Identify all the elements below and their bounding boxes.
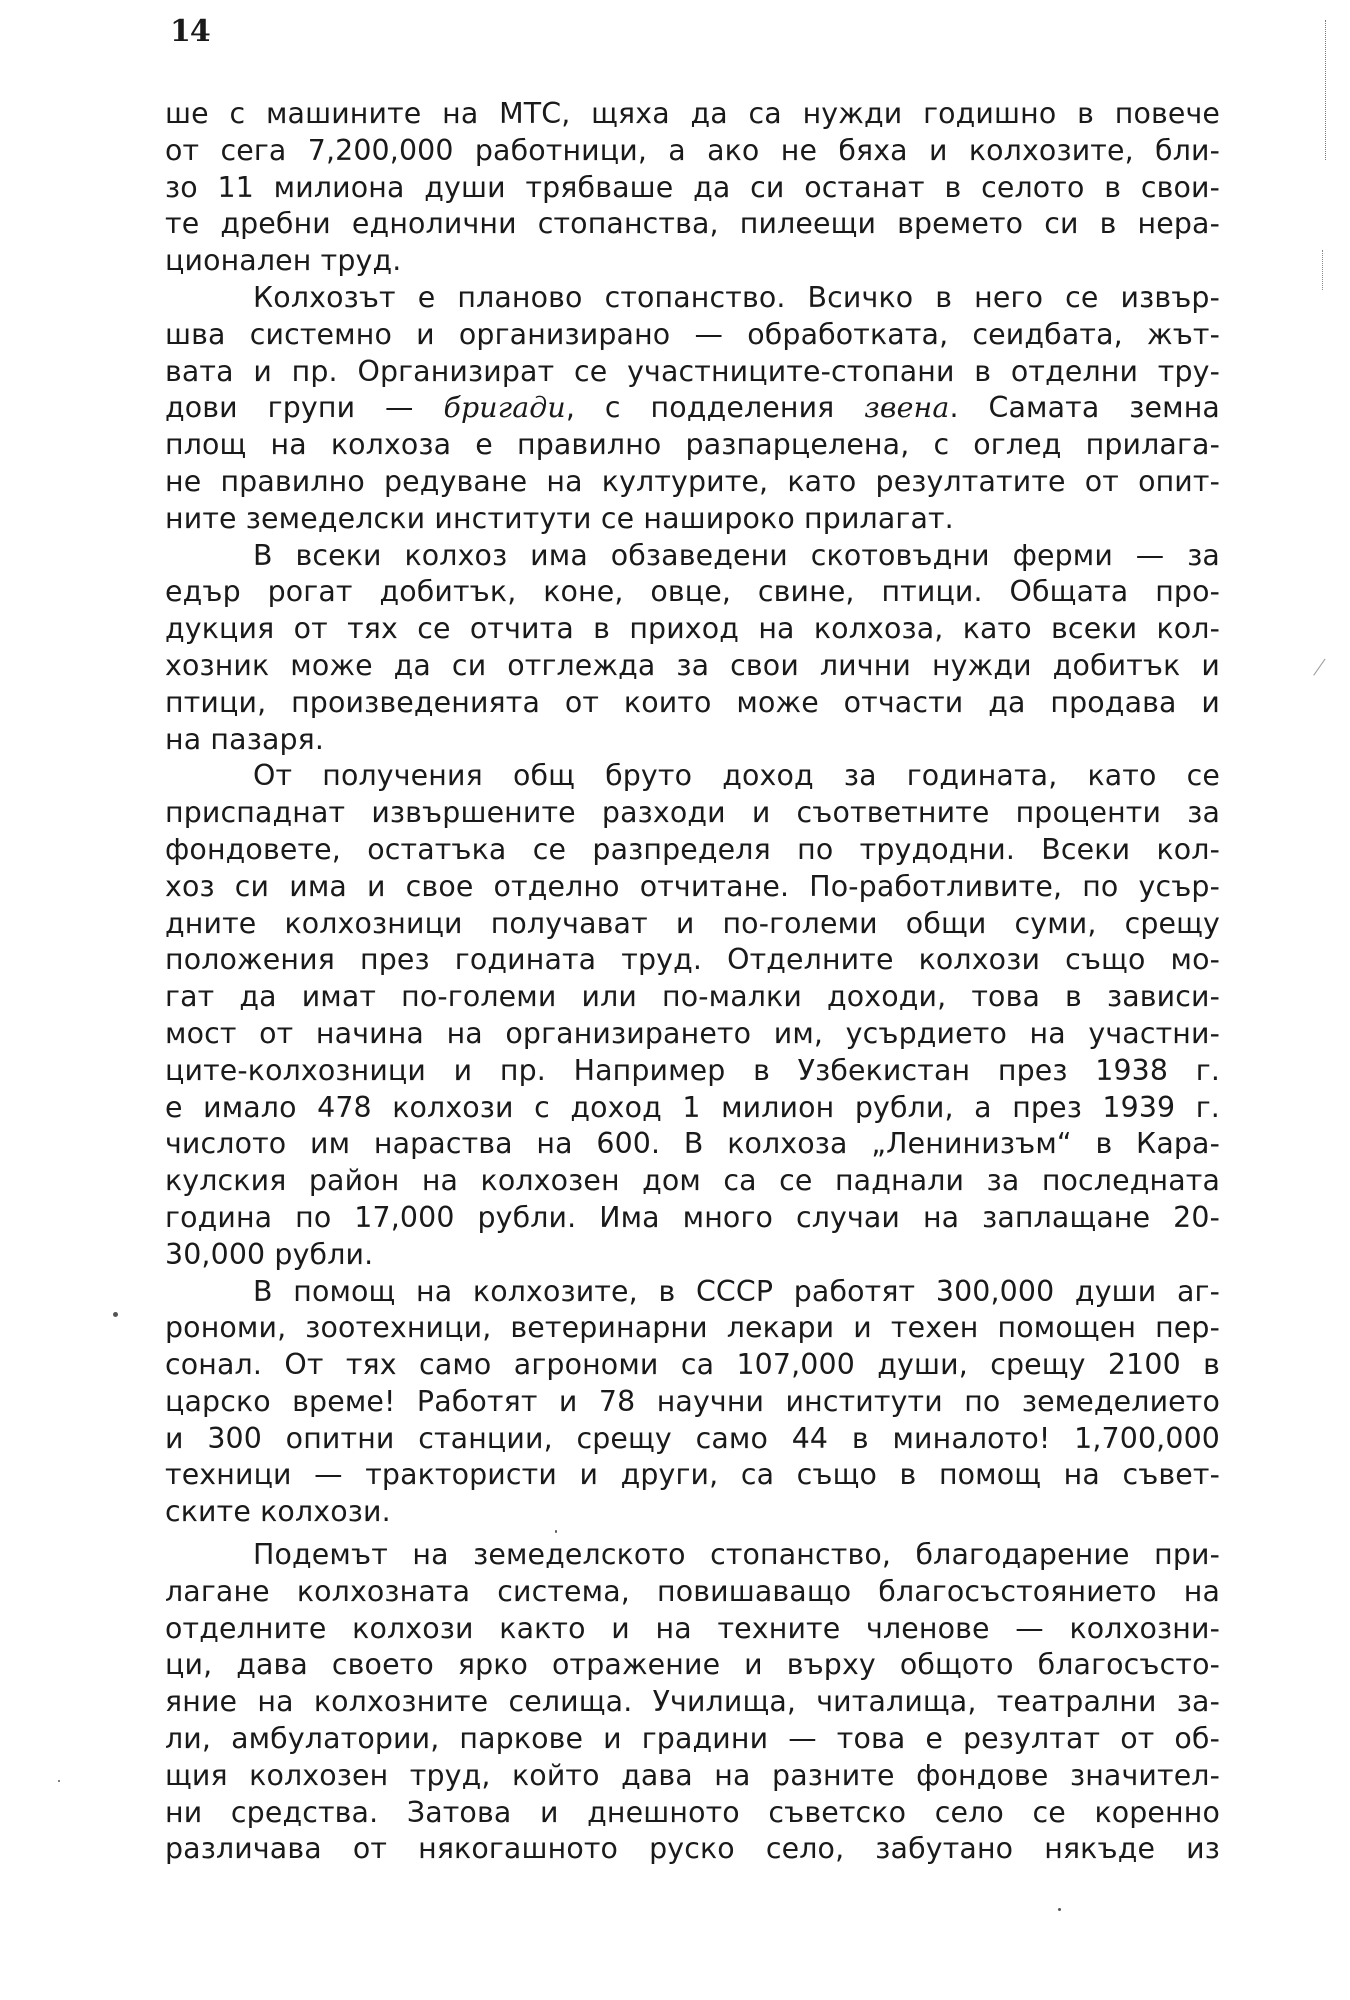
scan-speck — [113, 1312, 118, 1317]
text-line: не правилно редуване на културите, като резултатите от опит- — [165, 464, 1220, 498]
text-run: , с подделения — [565, 391, 865, 425]
text-line: хоз си има и свое отделно отчитане. По-работливите, по усър- — [165, 869, 1220, 903]
paragraph — [165, 538, 1220, 759]
text-line: от сега 7,200,000 работници, а ако не бяха и колхозите, бли- — [165, 133, 1220, 167]
scan-edge-mark — [1313, 659, 1333, 682]
text-line: В помощ на колхозите, в СССР работят 300,000 души аг- — [253, 1274, 1220, 1308]
text-line: яние на колхозните селища. Училища, читалища, театрални за- — [165, 1685, 1220, 1719]
text-line: едър рогат добитък, коне, овце, свине, птици. Общата про- — [165, 575, 1220, 609]
text-line: числото им нараства на 600. В колхоза „Ленинизъм“ в Кара- — [165, 1127, 1220, 1161]
paragraph — [165, 1537, 1220, 1868]
scan-speck — [555, 1530, 557, 1533]
text-line: дукция от тях се отчита в приход на колхоза, като всеки кол- — [165, 612, 1220, 646]
body-text — [165, 96, 1220, 1868]
paragraph — [165, 1274, 1220, 1532]
text-line: сонал. От тях само агрономи са 107,000 души, срещу 2100 в — [165, 1348, 1220, 1382]
text-line: на пазаря. — [165, 722, 325, 756]
paragraph — [165, 96, 1220, 280]
text-line: ните земеделски институти се нашироко прилагат. — [165, 501, 954, 535]
text-line: и 300 опитни станции, срещу само 44 в миналото! 1,700,000 — [165, 1421, 1220, 1455]
italic-term-units: звена — [864, 391, 950, 425]
text-line: лагане колхозната система, повишаващо благосъстоянието на — [165, 1574, 1220, 1608]
paragraph — [165, 280, 1220, 538]
text-line: мост от начина на организирането им, усърдието на участни- — [165, 1016, 1220, 1050]
text-line: ли, амбулатории, паркове и градини — това е резултат от об- — [165, 1722, 1220, 1756]
text-run: . Самата земна — [949, 391, 1220, 425]
text-line: ци, дава своето ярко отражение и върху общото благосъсто- — [165, 1648, 1220, 1682]
text-line: кулския район на колхозен дом са се паднали за последната — [165, 1164, 1220, 1198]
text-line: гат да имат по-големи или по-малки доходи, това в зависи- — [165, 980, 1220, 1014]
text-line: рономи, зоотехници, ветеринарни лекари и техен помощен пер- — [165, 1311, 1220, 1345]
text-line: ците-колхозници и пр. Например в Узбекистан през 1938 г. — [165, 1053, 1220, 1087]
text-line: е имало 478 колхози с доход 1 милион рубли, а през 1939 г. — [165, 1090, 1220, 1124]
scan-edge-mark — [1322, 250, 1326, 290]
text-line: техници — трактористи и други, са също в помощ на съвет- — [165, 1458, 1220, 1492]
text-line: 30,000 рубли. — [165, 1237, 374, 1271]
text-line: Колхозът е планово стопанство. Всичко в него се извър- — [253, 280, 1220, 314]
page-number: 14 — [170, 14, 210, 49]
text-line: приспаднат извършените разходи и съответните проценти за — [165, 796, 1220, 830]
paragraph — [165, 758, 1220, 1273]
text-line: ските колхози. — [165, 1495, 391, 1529]
text-line: От получения общ бруто доход за годината, като се — [253, 759, 1220, 793]
text-line: хозник може да си отглежда за свои лични нужди добитък и — [165, 648, 1220, 682]
text-line: ционален труд. — [165, 244, 402, 278]
scan-edge-mark — [1325, 20, 1329, 160]
text-line: ше с машините на МТС, щяха да са нужди годишно в повече — [165, 97, 1220, 130]
text-line: ни средства. Затова и днешното съветско село се коренно — [165, 1795, 1220, 1829]
text-line: В всеки колхоз има обзаведени скотовъдни ферми — за — [253, 538, 1220, 572]
text-line: вата и пр. Организират се участниците-стопани в отделни тру- — [165, 354, 1220, 388]
text-line: птици, произведенията от които може отчасти да продава и — [165, 685, 1220, 719]
text-line: фондовете, остатъка се разпределя по трудодни. Всеки кол- — [165, 832, 1220, 866]
text-line: отделните колхози както и на техните членове — колхозни- — [165, 1611, 1220, 1645]
text-line-with-italics — [165, 390, 1220, 427]
text-line: дните колхозници получават и по-големи общи суми, срещу — [165, 906, 1220, 940]
scan-speck — [58, 1780, 60, 1782]
scan-speck — [1058, 1908, 1061, 1911]
italic-term-brigades: бригади — [443, 391, 566, 425]
text-line: царско време! Работят и 78 научни институти по земеделието — [165, 1384, 1220, 1418]
text-line: положения през годината труд. Отделните колхози също мо- — [165, 943, 1220, 977]
text-run: дови групи — — [165, 391, 444, 425]
text-line: площ на колхоза е правилно разпарцелена, с оглед прилага- — [165, 428, 1220, 462]
text-line: шва системно и организирано — обработката, сеидбата, жът- — [165, 317, 1220, 351]
text-line: година по 17,000 рубли. Има много случаи на заплащане 20- — [165, 1200, 1220, 1234]
text-line: зо 11 милиона души трябваше да си останат в селото в свои- — [165, 170, 1220, 204]
text-line: различава от някогашното руско село, забутано някъде из — [165, 1832, 1220, 1866]
text-line: те дребни еднолични стопанства, пилеещи времето си в нера- — [165, 207, 1220, 241]
text-line: щия колхозен труд, който дава на разните фондове значител- — [165, 1758, 1220, 1792]
text-line: Подемът на земеделското стопанство, благодарение при- — [253, 1538, 1220, 1572]
